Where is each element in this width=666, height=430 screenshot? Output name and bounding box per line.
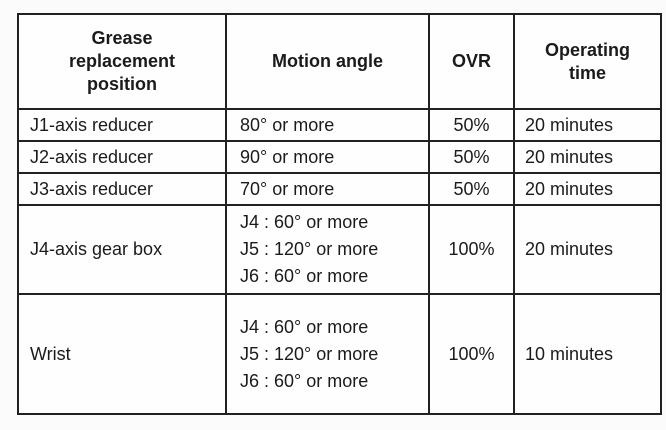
- table-row-j2-axis-reducer: [18, 141, 661, 173]
- column-header-ovr: [429, 14, 514, 109]
- operating-time-cell: 20 minutes: [514, 173, 661, 205]
- ovr-cell: 50%: [429, 173, 514, 205]
- header-line: time: [568, 62, 606, 83]
- motion-angle-line: J4 : 60° or more: [240, 212, 369, 232]
- table-row-wrist: [18, 294, 661, 414]
- motion-angle-cell: [226, 141, 429, 173]
- header-line: Operating: [544, 39, 630, 60]
- header-line: Motion angle: [272, 51, 383, 71]
- position-cell: J2-axis reducer: [18, 141, 226, 173]
- motion-angle-line: 80° or more: [240, 114, 335, 135]
- ovr-cell: 100%: [429, 294, 514, 414]
- motion-angle-cell: [226, 294, 429, 414]
- header-line: replacement: [68, 51, 176, 71]
- position-cell: J3-axis reducer: [18, 173, 226, 205]
- ovr-cell: 100%: [429, 205, 514, 294]
- ovr-cell: 50%: [429, 141, 514, 173]
- motion-angle-line: J4 : 60° or more: [240, 316, 369, 337]
- column-header-motion-angle: [226, 14, 429, 109]
- motion-angle-cell: [226, 205, 429, 294]
- ovr-cell: 50%: [429, 109, 514, 141]
- motion-angle-cell: [226, 109, 429, 141]
- position-cell: J4-axis gear box: [18, 205, 226, 294]
- table-row-j4-axis-gear-box: [18, 205, 661, 294]
- motion-angle-line: J5 : 120° or more: [240, 239, 379, 259]
- grease-replacement-table-container: [17, 13, 662, 415]
- position-cell: Wrist: [18, 294, 226, 414]
- column-header-grease-replacement-position: [18, 14, 226, 109]
- motion-angle-line: 90° or more: [240, 146, 335, 167]
- motion-angle-line: 70° or more: [240, 178, 335, 199]
- position-cell: J1-axis reducer: [18, 109, 226, 141]
- operating-time-cell: 20 minutes: [514, 141, 661, 173]
- operating-time-cell: 20 minutes: [514, 205, 661, 294]
- operating-time-cell: 10 minutes: [514, 294, 661, 414]
- motion-angle-line: J5 : 120° or more: [240, 343, 379, 364]
- motion-angle-line: J6 : 60° or more: [240, 266, 369, 286]
- motion-angle-cell: [226, 173, 429, 205]
- table-header-row: [18, 14, 661, 109]
- header-line: position: [87, 74, 157, 94]
- header-line: OVR: [451, 51, 491, 71]
- table-row-j3-axis-reducer: [18, 173, 661, 205]
- column-header-operating-time: [514, 14, 661, 109]
- motion-angle-line: J6 : 60° or more: [240, 370, 369, 391]
- table-row-j1-axis-reducer: [18, 109, 661, 141]
- grease-replacement-table: [17, 13, 662, 415]
- operating-time-cell: 20 minutes: [514, 109, 661, 141]
- header-line: Grease: [91, 28, 153, 48]
